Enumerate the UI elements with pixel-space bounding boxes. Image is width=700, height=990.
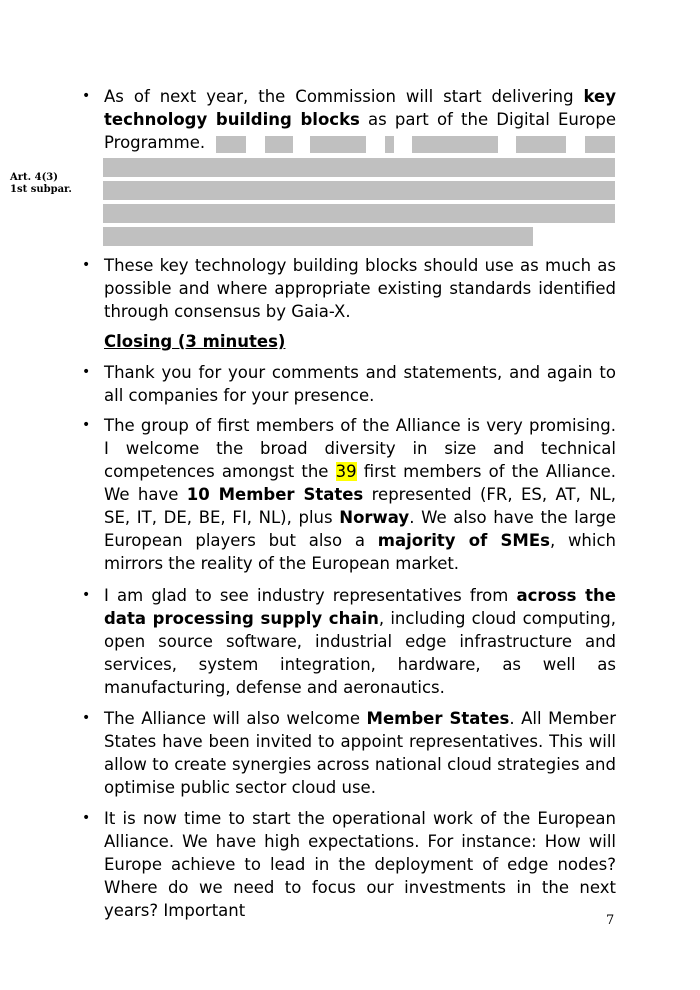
list-item: The Alliance will also welcome Member States. All Member States have been invited to appoint representatives. This will allow to create synergies across national cloud strategies and optimise public sector cloud use. (104, 709, 616, 797)
list-item: It is now time to start the operational work of the European Alliance. We have high expectations. For instance: How will Europe achieve to lead in the deployment of edge nodes? Where do we need to focus our investments in the next years? Important (104, 809, 616, 920)
bullet-icon: • (82, 417, 91, 433)
list-item: The group of first members of the Alliance is very promising. I welcome the broad diversity in size and technical competences amongst the 39 first members of the Alliance. We have 10 Member States represented (FR, ES, AT, NL, SE, IT, DE, BE, FI, NL), plus Norway. We also have the large European players but also a majority of SMEs, which mirrors the reality of the European market. (104, 416, 617, 573)
list-item: As of next year, the Commission will start delivering key technology building blocks as part of the Digital Europe Programme. (104, 87, 616, 152)
bullet-icon: • (82, 88, 91, 104)
bullet-icon: • (82, 810, 91, 826)
bullet-icon: • (82, 257, 91, 273)
bullet-icon: • (82, 587, 91, 603)
bullet-icon: • (82, 364, 91, 380)
margin-annotation (10, 172, 72, 196)
list-item: Thank you for your comments and statements, and again to all companies for your presence. (104, 363, 616, 405)
list-item: I am glad to see industry representatives from across the data processing supply chain, including cloud computing, open source software, industrial edge infrastructure and services, system integration, hardware, as well as manufacturing, defense and aeronautics. (104, 586, 616, 697)
section-heading: Closing (3 minutes) (104, 332, 286, 351)
margin-annotation-line1: Art. 4(3) (10, 172, 58, 183)
page-number: 7 (606, 913, 615, 928)
highlighted-number: 39 (335, 462, 357, 481)
bullet-icon: • (82, 710, 91, 726)
margin-annotation-line2: 1st subpar. (10, 184, 72, 195)
list-item: These key technology building blocks should use as much as possible and where appropriate existing standards identified through consensus by Gaia-X. (104, 256, 616, 321)
